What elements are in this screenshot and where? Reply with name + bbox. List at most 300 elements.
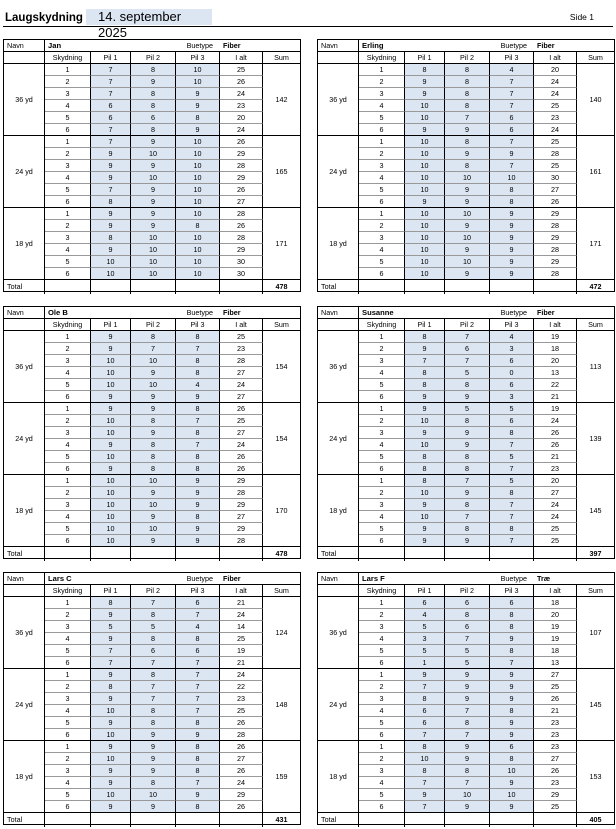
arrow-1-score: 7 [91, 76, 131, 88]
round-number: 3 [359, 499, 405, 511]
round-number: 5 [45, 112, 91, 124]
round-total: 25 [220, 705, 263, 717]
arrow-3-score: 9 [176, 789, 220, 801]
col-header-sum: Sum [577, 52, 614, 64]
arrow-1-score: 7 [91, 64, 131, 76]
col-header-sum: Sum [263, 319, 300, 331]
round-total: 13 [534, 367, 577, 379]
distance-label: 36 yd [4, 331, 45, 403]
arrow-3-score: 7 [490, 657, 534, 669]
round-number: 6 [45, 535, 91, 547]
arrow-3-score: 6 [490, 124, 534, 136]
round-total: 26 [220, 463, 263, 475]
round-number: 1 [359, 741, 405, 753]
total-label: Total [4, 813, 45, 827]
arrow-3-score: 6 [176, 645, 220, 657]
total-blank [131, 547, 176, 561]
round-total: 14 [220, 621, 263, 633]
arrow-1-score: 9 [91, 717, 131, 729]
round-number: 1 [45, 208, 91, 220]
round-total: 24 [220, 379, 263, 391]
arrow-1-score: 8 [91, 597, 131, 609]
sheet-date: 14. september 2025 [86, 9, 212, 25]
round-total: 27 [220, 427, 263, 439]
round-number: 2 [359, 76, 405, 88]
arrow-2-score: 5 [131, 621, 176, 633]
round-number: 5 [45, 379, 91, 391]
round-number: 5 [359, 645, 405, 657]
arrow-1-score: 8 [91, 196, 131, 208]
arrow-1-score: 10 [405, 208, 445, 220]
round-total: 20 [534, 609, 577, 621]
arrow-1-score: 9 [405, 76, 445, 88]
arrow-3-score: 8 [176, 331, 220, 343]
round-number: 1 [45, 669, 91, 681]
round-number: 4 [45, 172, 91, 184]
distance-label: 24 yd [318, 403, 359, 475]
arrow-2-score: 9 [131, 136, 176, 148]
arrow-3-score: 8 [490, 645, 534, 657]
arrow-3-score: 6 [490, 597, 534, 609]
round-total: 29 [220, 789, 263, 801]
arrow-1-score: 6 [405, 597, 445, 609]
navn-label: Navn [4, 40, 45, 52]
archer-total: 431 [275, 815, 288, 825]
arrow-3-score: 9 [490, 256, 534, 268]
round-total: 25 [534, 801, 577, 813]
archer-name: Ole B [45, 307, 145, 319]
arrow-2-score: 6 [131, 645, 176, 657]
round-number: 2 [45, 220, 91, 232]
archer-total: 405 [589, 815, 602, 825]
arrow-1-score: 10 [91, 705, 131, 717]
arrow-1-score: 10 [405, 268, 445, 280]
arrow-2-score: 10 [131, 355, 176, 367]
round-number: 6 [359, 463, 405, 475]
round-total: 21 [534, 705, 577, 717]
sheet-title: Laugskydning [5, 12, 83, 24]
arrow-3-score: 8 [176, 220, 220, 232]
arrow-2-score: 9 [131, 487, 176, 499]
round-total: 26 [534, 427, 577, 439]
round-total: 26 [220, 403, 263, 415]
page-number: Side 1 [569, 12, 594, 22]
arrow-2-score: 8 [131, 451, 176, 463]
archer-card [3, 39, 301, 292]
round-number: 1 [45, 331, 91, 343]
round-total: 26 [220, 741, 263, 753]
archer-name: Jan [45, 40, 145, 52]
arrow-3-score: 9 [490, 729, 534, 741]
distance-label: 18 yd [318, 741, 359, 813]
col-header-pil3: Pil 3 [176, 319, 220, 331]
arrow-1-score: 6 [91, 100, 131, 112]
round-total: 27 [220, 511, 263, 523]
arrow-2-score: 9 [445, 244, 490, 256]
round-number: 4 [359, 705, 405, 717]
round-total: 29 [220, 475, 263, 487]
col-header-pil2: Pil 2 [445, 319, 490, 331]
arrow-1-score: 8 [405, 741, 445, 753]
round-total: 29 [534, 256, 577, 268]
arrow-3-score: 8 [176, 633, 220, 645]
total-label: Total [4, 280, 45, 294]
arrow-3-score: 7 [176, 657, 220, 669]
round-number: 1 [359, 597, 405, 609]
round-total: 27 [534, 184, 577, 196]
arrow-2-score: 6 [445, 621, 490, 633]
bow-type: Fiber [531, 307, 614, 319]
arrow-2-score: 10 [131, 499, 176, 511]
round-total: 27 [534, 753, 577, 765]
arrow-2-score: 9 [131, 220, 176, 232]
round-total: 28 [220, 355, 263, 367]
arrow-3-score: 6 [176, 597, 220, 609]
col-header-ialt: I alt [534, 585, 577, 597]
distance-label: 24 yd [318, 136, 359, 208]
round-total: 25 [220, 331, 263, 343]
arrow-2-score: 6 [445, 597, 490, 609]
arrow-3-score: 4 [490, 331, 534, 343]
arrow-1-score: 7 [91, 88, 131, 100]
round-total: 23 [220, 693, 263, 705]
arrow-2-score: 9 [445, 148, 490, 160]
archer-card [317, 306, 615, 559]
arrow-1-score: 9 [91, 777, 131, 789]
total-blank [91, 280, 131, 294]
arrow-2-score: 10 [445, 256, 490, 268]
arrow-3-score: 7 [490, 511, 534, 523]
distance-label: 18 yd [4, 208, 45, 280]
arrow-2-score: 9 [131, 801, 176, 813]
col-header-pil1: Pil 1 [405, 319, 445, 331]
arrow-1-score: 10 [405, 112, 445, 124]
round-total: 26 [534, 196, 577, 208]
arrow-1-score: 9 [405, 403, 445, 415]
arrow-3-score: 4 [176, 621, 220, 633]
round-number: 2 [359, 753, 405, 765]
distance-label: 18 yd [4, 475, 45, 547]
navn-label: Navn [4, 573, 45, 585]
round-total: 19 [534, 621, 577, 633]
arrow-2-score: 9 [131, 391, 176, 403]
arrow-2-score: 7 [445, 475, 490, 487]
round-total: 24 [534, 499, 577, 511]
round-total: 21 [534, 391, 577, 403]
buetype-label: Buetype [145, 40, 217, 52]
round-number: 3 [359, 427, 405, 439]
total-blank [445, 280, 490, 294]
round-number: 2 [359, 681, 405, 693]
arrow-2-score: 8 [445, 379, 490, 391]
arrow-2-score: 5 [445, 645, 490, 657]
arrow-1-score: 7 [91, 124, 131, 136]
arrow-3-score: 8 [176, 753, 220, 765]
round-number: 1 [45, 597, 91, 609]
arrow-2-score: 7 [445, 355, 490, 367]
arrow-3-score: 7 [490, 463, 534, 475]
distance-sum: 153 [577, 741, 614, 813]
total-blank [91, 813, 131, 827]
round-total: 19 [220, 645, 263, 657]
round-total: 24 [220, 439, 263, 451]
round-total: 19 [534, 633, 577, 645]
round-number: 1 [359, 475, 405, 487]
arrow-1-score: 9 [405, 343, 445, 355]
arrow-3-score: 10 [176, 256, 220, 268]
round-total: 26 [220, 220, 263, 232]
total-label: Total [4, 547, 45, 561]
arrow-2-score: 10 [131, 148, 176, 160]
arrow-2-score: 9 [445, 220, 490, 232]
arrow-1-score: 10 [91, 789, 131, 801]
arrow-2-score: 8 [131, 124, 176, 136]
arrow-1-score: 8 [91, 232, 131, 244]
round-number: 3 [359, 88, 405, 100]
distance-label: 24 yd [4, 403, 45, 475]
distance-sum: 107 [577, 597, 614, 669]
arrow-2-score: 10 [445, 208, 490, 220]
round-number: 1 [359, 669, 405, 681]
round-number: 1 [359, 331, 405, 343]
buetype-label: Buetype [459, 307, 531, 319]
arrow-3-score: 9 [490, 220, 534, 232]
round-total: 29 [220, 148, 263, 160]
round-number: 5 [45, 523, 91, 535]
arrow-3-score: 9 [490, 681, 534, 693]
arrow-2-score: 8 [445, 609, 490, 621]
round-number: 4 [359, 777, 405, 789]
arrow-3-score: 9 [490, 148, 534, 160]
total-blank [45, 813, 91, 827]
round-number: 5 [45, 256, 91, 268]
round-number: 5 [45, 717, 91, 729]
round-total: 28 [534, 244, 577, 256]
arrow-1-score: 10 [405, 753, 445, 765]
archer-name: Lars C [45, 573, 145, 585]
arrow-1-score: 9 [91, 669, 131, 681]
arrow-3-score: 3 [490, 343, 534, 355]
arrow-1-score: 9 [91, 220, 131, 232]
arrow-3-score: 4 [176, 379, 220, 391]
round-number: 1 [45, 403, 91, 415]
arrow-1-score: 7 [405, 681, 445, 693]
round-total: 25 [534, 160, 577, 172]
round-number: 4 [359, 100, 405, 112]
buetype-label: Buetype [145, 307, 217, 319]
arrow-1-score: 8 [91, 681, 131, 693]
arrow-3-score: 6 [490, 741, 534, 753]
arrow-1-score: 10 [405, 148, 445, 160]
total-blank [359, 280, 405, 294]
arrow-2-score: 8 [445, 160, 490, 172]
round-total: 23 [534, 112, 577, 124]
arrow-2-score: 7 [131, 343, 176, 355]
col-header-pil3: Pil 3 [490, 585, 534, 597]
arrow-3-score: 7 [490, 100, 534, 112]
distance-sum: 159 [263, 741, 300, 813]
arrow-1-score: 8 [405, 64, 445, 76]
round-total: 26 [534, 765, 577, 777]
round-number: 1 [359, 64, 405, 76]
total-blank [45, 280, 91, 294]
arrow-3-score: 8 [176, 765, 220, 777]
round-total: 26 [220, 801, 263, 813]
arrow-2-score: 9 [445, 124, 490, 136]
col-header-pil1: Pil 1 [91, 52, 131, 64]
arrow-2-score: 5 [445, 367, 490, 379]
round-total: 29 [220, 499, 263, 511]
arrow-2-score: 9 [131, 535, 176, 547]
distance-sum: 171 [577, 208, 614, 280]
round-number: 4 [45, 439, 91, 451]
arrow-1-score: 7 [405, 355, 445, 367]
round-total: 22 [534, 379, 577, 391]
round-number: 3 [45, 621, 91, 633]
arrow-2-score: 10 [131, 523, 176, 535]
distance-label: 18 yd [318, 475, 359, 547]
round-number: 3 [359, 160, 405, 172]
arrow-3-score: 7 [176, 693, 220, 705]
arrow-1-score: 10 [91, 511, 131, 523]
col-header-ialt: I alt [220, 585, 263, 597]
arrow-3-score: 7 [490, 439, 534, 451]
total-blank [405, 813, 445, 827]
round-total: 29 [220, 172, 263, 184]
arrow-1-score: 9 [91, 633, 131, 645]
arrow-2-score: 7 [445, 112, 490, 124]
distance-label: 24 yd [4, 669, 45, 741]
distance-label: 36 yd [318, 597, 359, 669]
round-total: 24 [220, 777, 263, 789]
total-blank [131, 280, 176, 294]
arrow-1-score: 10 [405, 487, 445, 499]
arrow-3-score: 9 [490, 232, 534, 244]
distance-sum: 154 [263, 403, 300, 475]
arrow-2-score: 7 [445, 777, 490, 789]
distance-sum: 145 [577, 475, 614, 547]
round-number: 1 [45, 136, 91, 148]
col-header-sum: Sum [263, 585, 300, 597]
archer-card [317, 39, 615, 292]
arrow-1-score: 8 [405, 331, 445, 343]
round-total: 19 [534, 403, 577, 415]
bow-type: Fiber [217, 307, 300, 319]
distance-sum: 142 [263, 64, 300, 136]
round-number: 1 [359, 136, 405, 148]
round-total: 24 [534, 88, 577, 100]
round-total: 26 [220, 717, 263, 729]
header-blank [318, 52, 359, 64]
arrow-2-score: 7 [131, 597, 176, 609]
round-total: 27 [220, 753, 263, 765]
header-divider [3, 26, 613, 27]
arrow-3-score: 9 [176, 100, 220, 112]
arrow-2-score: 9 [445, 391, 490, 403]
distance-sum: 170 [263, 475, 300, 547]
arrow-1-score: 8 [405, 463, 445, 475]
arrow-2-score: 8 [445, 523, 490, 535]
arrow-2-score: 10 [131, 232, 176, 244]
total-blank [45, 547, 91, 561]
archer-card [3, 572, 301, 825]
round-total: 21 [534, 451, 577, 463]
arrow-2-score: 9 [445, 801, 490, 813]
round-total: 26 [220, 184, 263, 196]
arrow-2-score: 8 [445, 765, 490, 777]
arrow-1-score: 10 [91, 535, 131, 547]
arrow-1-score: 9 [405, 88, 445, 100]
round-number: 3 [45, 499, 91, 511]
arrow-1-score: 9 [405, 789, 445, 801]
col-header-pil2: Pil 2 [445, 585, 490, 597]
arrow-1-score: 10 [91, 523, 131, 535]
arrow-1-score: 10 [91, 367, 131, 379]
arrow-2-score: 9 [445, 693, 490, 705]
arrow-2-score: 7 [131, 693, 176, 705]
arrow-2-score: 8 [445, 463, 490, 475]
round-total: 28 [220, 232, 263, 244]
arrow-1-score: 6 [405, 705, 445, 717]
round-total: 24 [534, 511, 577, 523]
arrow-1-score: 4 [405, 609, 445, 621]
round-number: 4 [45, 705, 91, 717]
round-number: 4 [359, 511, 405, 523]
distance-label: 24 yd [318, 669, 359, 741]
round-number: 3 [45, 765, 91, 777]
col-header-pil1: Pil 1 [405, 52, 445, 64]
arrow-2-score: 9 [131, 403, 176, 415]
round-number: 3 [45, 355, 91, 367]
arrow-2-score: 8 [131, 669, 176, 681]
total-blank [176, 280, 220, 294]
arrow-1-score: 9 [405, 196, 445, 208]
round-number: 6 [359, 657, 405, 669]
round-total: 23 [534, 741, 577, 753]
round-total: 24 [220, 124, 263, 136]
arrow-3-score: 9 [490, 244, 534, 256]
arrow-3-score: 7 [176, 777, 220, 789]
round-number: 5 [359, 112, 405, 124]
round-total: 27 [220, 196, 263, 208]
distance-sum: 140 [577, 64, 614, 136]
arrow-3-score: 8 [176, 112, 220, 124]
round-number: 5 [45, 184, 91, 196]
arrow-2-score: 8 [445, 76, 490, 88]
archer-name: Erling [359, 40, 459, 52]
arrow-3-score: 8 [490, 523, 534, 535]
arrow-3-score: 8 [490, 487, 534, 499]
round-number: 1 [45, 64, 91, 76]
round-total: 23 [534, 777, 577, 789]
arrow-1-score: 7 [405, 777, 445, 789]
round-total: 28 [534, 220, 577, 232]
round-total: 23 [534, 463, 577, 475]
round-total: 26 [534, 693, 577, 705]
arrow-3-score: 10 [176, 64, 220, 76]
arrow-2-score: 8 [445, 451, 490, 463]
round-number: 5 [359, 451, 405, 463]
arrow-3-score: 7 [176, 669, 220, 681]
round-number: 6 [359, 124, 405, 136]
round-number: 6 [45, 463, 91, 475]
round-total: 20 [220, 112, 263, 124]
round-total: 28 [534, 268, 577, 280]
round-total: 18 [534, 597, 577, 609]
arrow-3-score: 8 [176, 451, 220, 463]
arrow-3-score: 8 [176, 427, 220, 439]
round-total: 23 [534, 717, 577, 729]
